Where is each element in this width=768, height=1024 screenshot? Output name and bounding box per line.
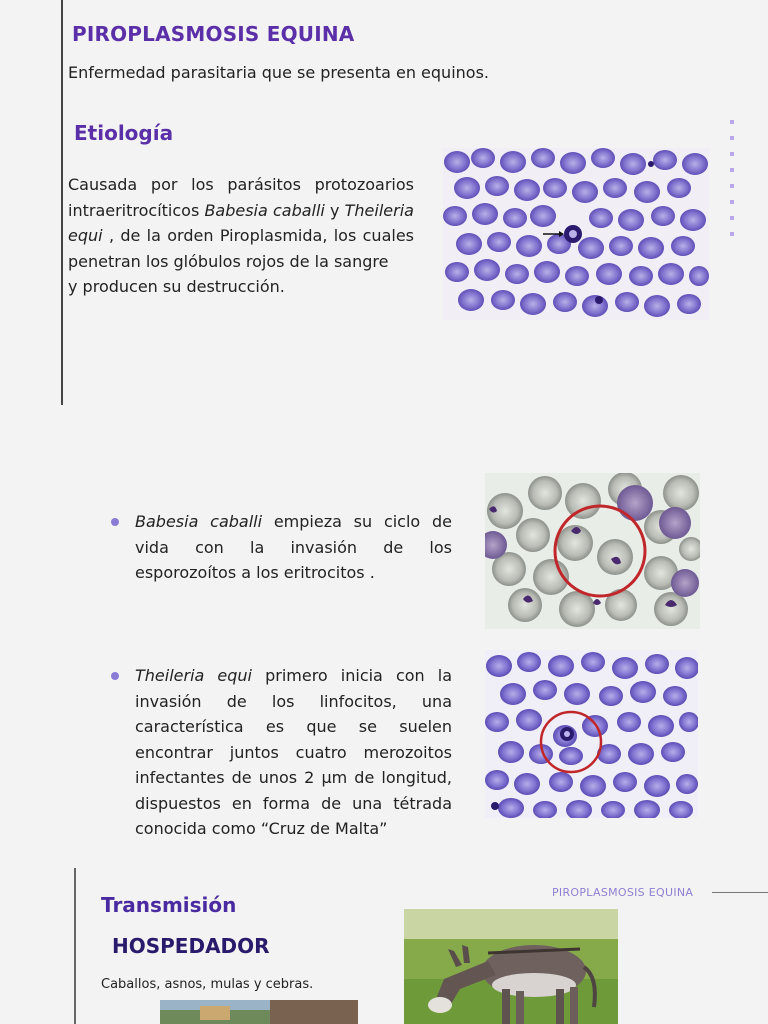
- transmision-heading: Transmisión: [101, 893, 237, 917]
- theileria-smear-image: [485, 650, 698, 818]
- horses-photo-illustration: [160, 1000, 358, 1024]
- bullet-dot: [111, 518, 119, 526]
- horses-photo: [160, 1000, 358, 1024]
- etiologia-heading: Etiología: [74, 121, 174, 145]
- hosts-text: Caballos, asnos, mulas y cebras.: [101, 977, 314, 992]
- babesia-smear-illustration: [485, 473, 700, 629]
- bullet-babesia-text: Babesia caballi empieza su ciclo de vida con la invasión de los esporozoítos a los eritrocitos .: [135, 512, 452, 582]
- blood-smear-image-1: [443, 148, 709, 320]
- left-border-line-bottom: [74, 868, 76, 1024]
- etiologia-paragraph: Causada por los parásitos protozoarios intraeritrocíticos Babesia caballi y Theileria equi , de la orden Piroplasmida, los cuales penetran los glóbulos rojos de la sangre y producen su destrucción.: [68, 175, 415, 296]
- bullet-theileria-text: Theileria equi primero inicia con la invasión de los linfocitos, una característica es que se suelen encontrar juntos cuatro merozoitos infectantes de unos 2 µm de longitud, dispuestos en forma de una tétrada conocida como “Cruz de Malta”: [135, 666, 452, 838]
- left-border-line: [61, 0, 63, 405]
- donkey-photo: [404, 909, 618, 1024]
- page-subtitle: Enfermedad parasitaria que se presenta en equinos.: [68, 63, 489, 82]
- theileria-smear-illustration: [485, 650, 698, 818]
- blood-smear-illustration-1: [443, 148, 709, 320]
- hospedador-heading: HOSPEDADOR: [112, 934, 270, 958]
- footer-label: PIROPLASMOSIS EQUINA: [552, 886, 694, 899]
- decorative-dots: [730, 120, 734, 248]
- footer-rule: [712, 892, 768, 893]
- babesia-smear-image: [485, 473, 700, 629]
- bullet-dot: [111, 672, 119, 680]
- donkey-photo-illustration: [404, 909, 618, 1024]
- page-title: PIROPLASMOSIS EQUINA: [72, 22, 355, 46]
